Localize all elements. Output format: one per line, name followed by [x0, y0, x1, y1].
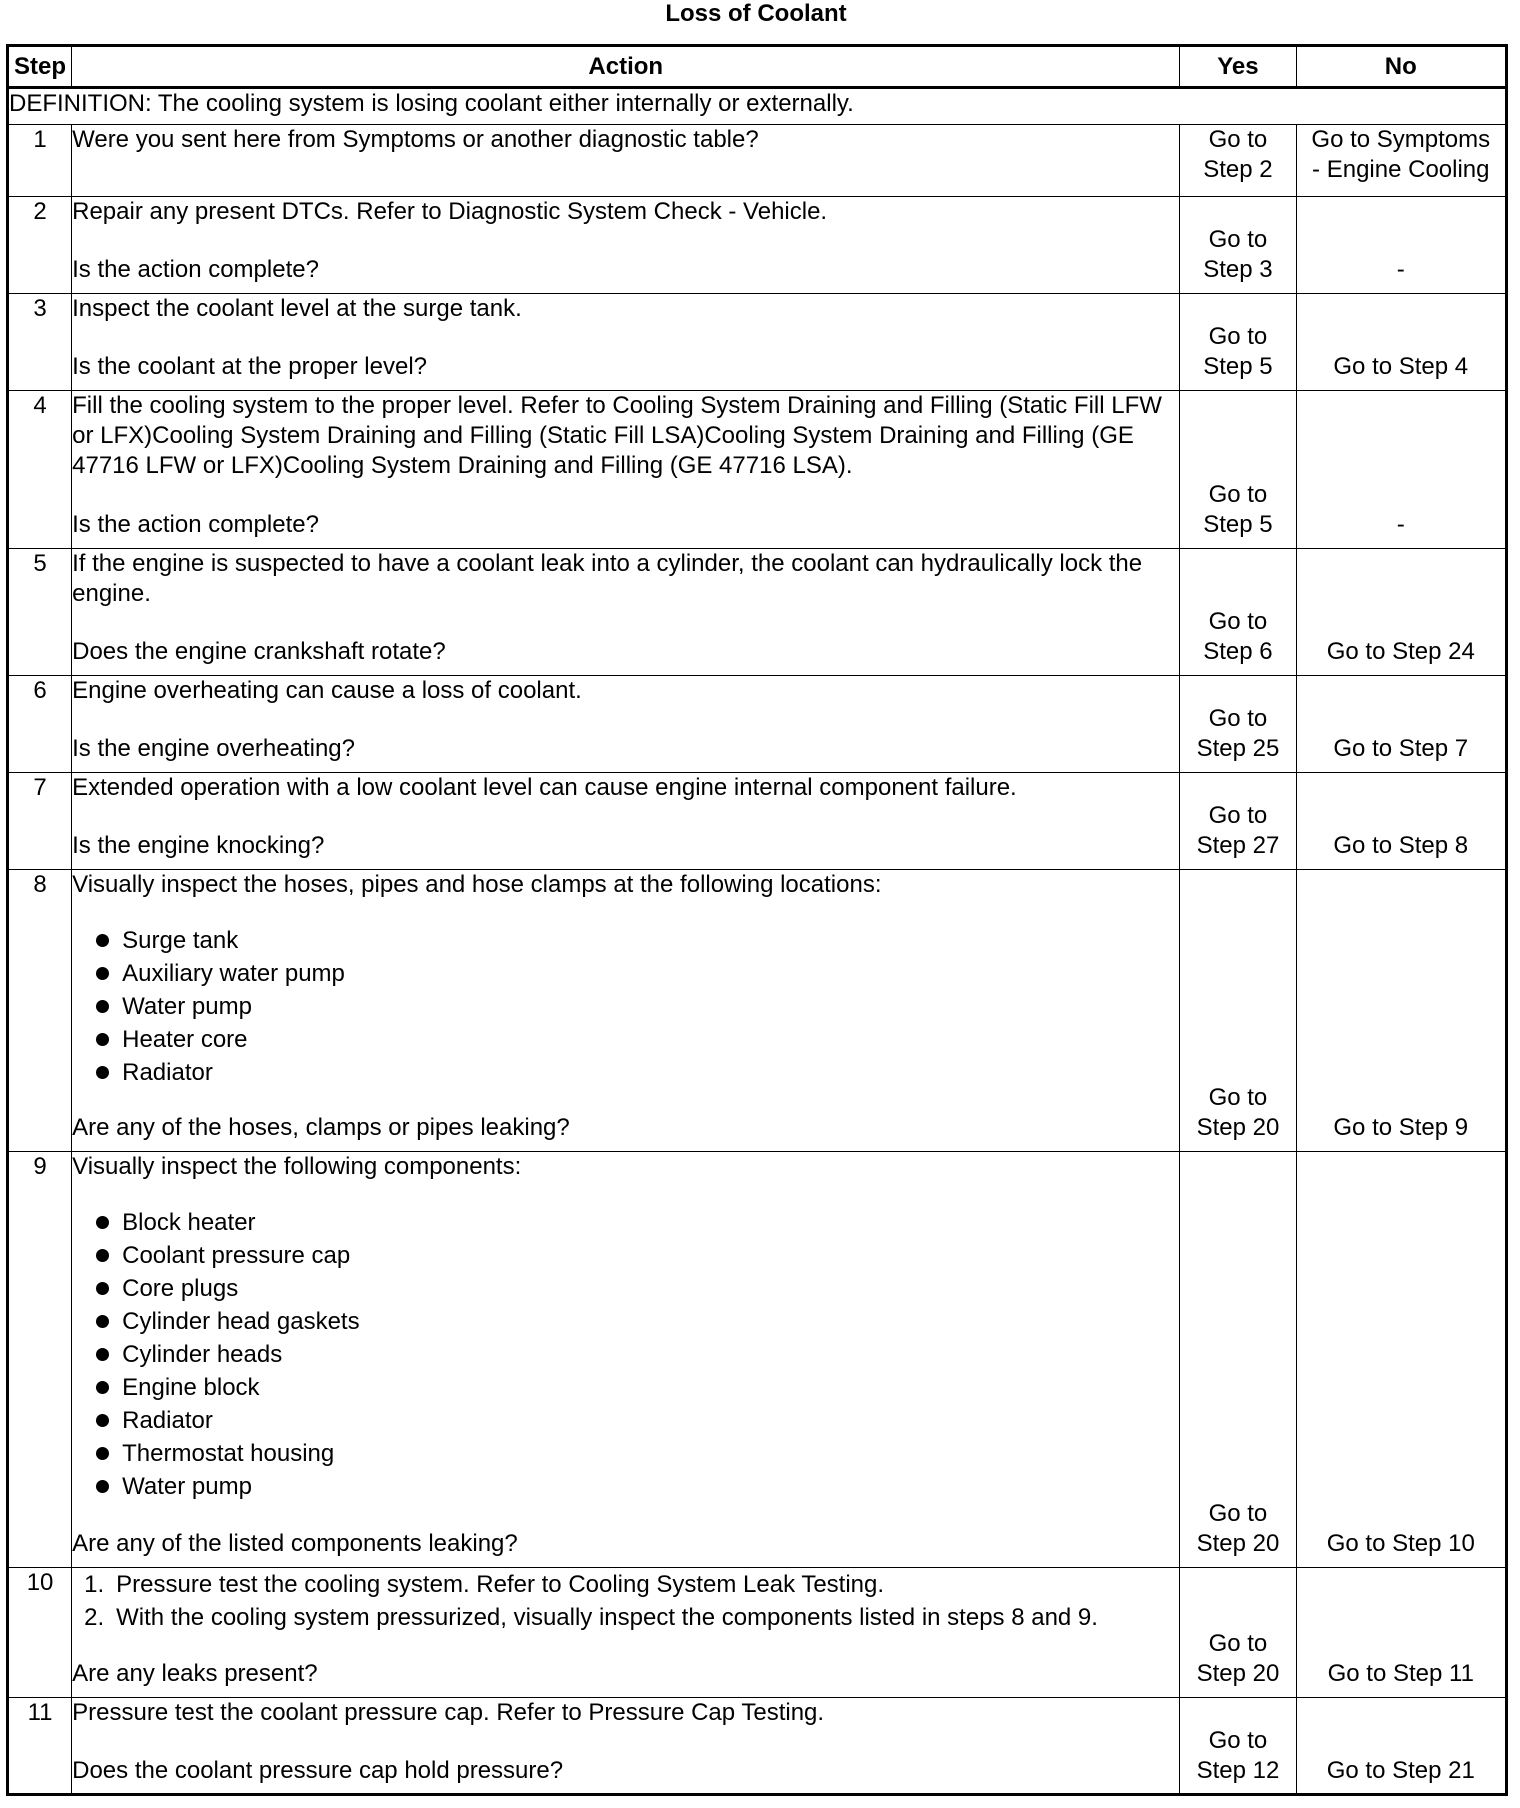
action-question: Does the coolant pressure cap hold pressure?	[72, 1757, 564, 1784]
action-question: Are any leaks present?	[72, 1660, 318, 1687]
no-action: Go to Step 4	[1333, 353, 1469, 380]
yes-action: Go to Step 6	[1203, 608, 1273, 665]
yes-cell	[1180, 197, 1296, 294]
no-cell	[1296, 391, 1506, 549]
list-item: Core plugs	[96, 1272, 1179, 1305]
yes-cell	[1180, 773, 1296, 870]
list-item: Block heater	[96, 1206, 1179, 1239]
bullet-list	[72, 1206, 1179, 1503]
header-step: Step	[8, 46, 72, 88]
no-action: Go to Step 21	[1326, 1757, 1475, 1784]
no-cell	[1296, 870, 1506, 1152]
yes-action: Go to Step 5	[1203, 323, 1273, 380]
step-number: 2	[8, 197, 72, 294]
list-item: 2. With the cooling system pressurized, visually inspect the components listed in steps 8 and 9.	[84, 1604, 1098, 1631]
yes-cell	[1180, 1152, 1296, 1568]
action-cell	[72, 1152, 1180, 1568]
yes-action: Go to Step 25	[1196, 705, 1280, 762]
list-item: Heater core	[96, 1023, 1179, 1056]
no-action: Go to Symptoms - Engine Cooling	[1311, 126, 1491, 183]
yes-cell	[1180, 549, 1296, 676]
yes-cell	[1180, 1568, 1296, 1698]
step-number: 6	[8, 676, 72, 773]
action-cell	[72, 773, 1180, 870]
list-item: Surge tank	[96, 924, 1179, 957]
step-number: 5	[8, 549, 72, 676]
list-item: Radiator	[96, 1404, 1179, 1437]
step-number: 8	[8, 870, 72, 1152]
no-cell	[1296, 773, 1506, 870]
yes-action: Go to Step 2	[1203, 126, 1273, 183]
no-cell	[1296, 549, 1506, 676]
table-row	[8, 197, 1507, 294]
table-row	[8, 125, 1507, 197]
no-action: Go to Step 24	[1326, 638, 1475, 665]
no-action: Go to Step 7	[1333, 735, 1469, 762]
action-question: Is the action complete?	[72, 256, 319, 283]
action-cell	[72, 676, 1180, 773]
table-row	[8, 676, 1507, 773]
no-action: Go to Step 11	[1327, 1660, 1474, 1687]
action-text: Repair any present DTCs. Refer to Diagnostic System Check - Vehicle.	[72, 198, 828, 225]
table-row	[8, 391, 1507, 549]
no-cell	[1296, 294, 1506, 391]
action-cell	[72, 1698, 1180, 1795]
yes-action: Go to Step 3	[1203, 226, 1273, 283]
step-number: 10	[8, 1568, 72, 1698]
action-cell	[72, 1568, 1180, 1698]
table-row	[8, 870, 1507, 1152]
no-cell	[1296, 1152, 1506, 1568]
action-text: Extended operation with a low coolant level can cause engine internal component failure.	[72, 774, 1017, 801]
action-question: Is the engine knocking?	[72, 832, 325, 859]
table-row	[8, 1568, 1507, 1698]
action-cell	[72, 294, 1180, 391]
no-cell	[1296, 197, 1506, 294]
yes-action: Go to Step 20	[1196, 1084, 1280, 1141]
action-question: Does the engine crankshaft rotate?	[72, 638, 446, 665]
yes-action: Go to Step 5	[1203, 481, 1273, 538]
no-cell	[1296, 125, 1506, 197]
header-no: No	[1296, 46, 1506, 88]
numbered-list	[72, 1568, 1179, 1634]
table-row	[8, 1152, 1507, 1568]
action-question: Are any of the listed components leaking?	[72, 1530, 518, 1557]
no-cell	[1296, 676, 1506, 773]
header-row	[8, 46, 1507, 88]
yes-cell	[1180, 676, 1296, 773]
table-row	[8, 773, 1507, 870]
diagnostic-table	[6, 44, 1508, 1796]
action-text: Fill the cooling system to the proper level. Refer to Cooling System Draining and Filling (Static Fill LFW or LFX)Cooling System Draining and Filling (Static Fill LSA)Cooling System Draining and Filling (GE 47716 LFW or LFX)Cooling System Draining and Filling (GE 47716 LSA).	[72, 392, 1162, 479]
step-number: 11	[8, 1698, 72, 1795]
page-title: Loss of Coolant	[665, 0, 847, 27]
action-text: Inspect the coolant level at the surge tank.	[72, 295, 522, 322]
step-number: 1	[8, 125, 72, 197]
action-text: If the engine is suspected to have a coolant leak into a cylinder, the coolant can hydraulically lock the engine.	[72, 550, 1143, 607]
yes-action: Go to Step 27	[1196, 802, 1280, 859]
no-action: Go to Step 8	[1333, 832, 1469, 859]
header-action: Action	[72, 46, 1180, 88]
action-text: Pressure test the coolant pressure cap. Refer to Pressure Cap Testing.	[72, 1699, 825, 1726]
bullet-list	[72, 924, 1179, 1089]
step-number: 3	[8, 294, 72, 391]
step-number: 9	[8, 1152, 72, 1568]
table-row	[8, 1698, 1507, 1795]
list-item: Radiator	[96, 1056, 1179, 1089]
action-question: Are any of the hoses, clamps or pipes leaking?	[72, 1114, 570, 1141]
no-action: -	[1396, 256, 1405, 283]
list-item: Auxiliary water pump	[96, 957, 1179, 990]
action-text: Visually inspect the hoses, pipes and hose clamps at the following locations:	[72, 871, 882, 898]
header-yes: Yes	[1180, 46, 1296, 88]
yes-cell	[1180, 870, 1296, 1152]
yes-cell	[1180, 294, 1296, 391]
action-question: Is the action complete?	[72, 511, 319, 538]
list-item: Cylinder head gaskets	[96, 1305, 1179, 1338]
yes-cell	[1180, 1698, 1296, 1795]
definition-row	[8, 88, 1507, 125]
yes-cell	[1180, 125, 1296, 197]
no-action: Go to Step 9	[1333, 1114, 1469, 1141]
list-item: Cylinder heads	[96, 1338, 1179, 1371]
yes-action: Go to Step 20	[1196, 1500, 1280, 1557]
action-question: Is the engine overheating?	[72, 735, 356, 762]
table-row	[8, 549, 1507, 676]
action-text: Engine overheating can cause a loss of coolant.	[72, 677, 582, 704]
action-text: Visually inspect the following components:	[72, 1153, 522, 1180]
no-cell	[1296, 1698, 1506, 1795]
step-number: 4	[8, 391, 72, 549]
action-cell	[72, 125, 1180, 197]
list-item: Thermostat housing	[96, 1437, 1179, 1470]
action-cell	[72, 549, 1180, 676]
no-action: -	[1396, 511, 1405, 538]
yes-action: Go to Step 12	[1196, 1727, 1280, 1784]
action-cell	[72, 391, 1180, 549]
action-text: Were you sent here from Symptoms or another diagnostic table?	[72, 126, 759, 153]
action-cell	[72, 197, 1180, 294]
list-item: Coolant pressure cap	[96, 1239, 1179, 1272]
definition-text: DEFINITION: The cooling system is losing coolant either internally or externally.	[8, 88, 1507, 125]
list-item: Engine block	[96, 1371, 1179, 1404]
list-item: Water pump	[96, 990, 1179, 1023]
table-row	[8, 294, 1507, 391]
no-cell	[1296, 1568, 1506, 1698]
yes-action: Go to Step 20	[1196, 1630, 1280, 1687]
yes-cell	[1180, 391, 1296, 549]
list-item: Water pump	[96, 1470, 1179, 1503]
action-question: Is the coolant at the proper level?	[72, 353, 428, 380]
step-number: 7	[8, 773, 72, 870]
list-item: 1. Pressure test the cooling system. Refer to Cooling System Leak Testing.	[84, 1571, 885, 1598]
action-cell	[72, 870, 1180, 1152]
no-action: Go to Step 10	[1326, 1530, 1475, 1557]
